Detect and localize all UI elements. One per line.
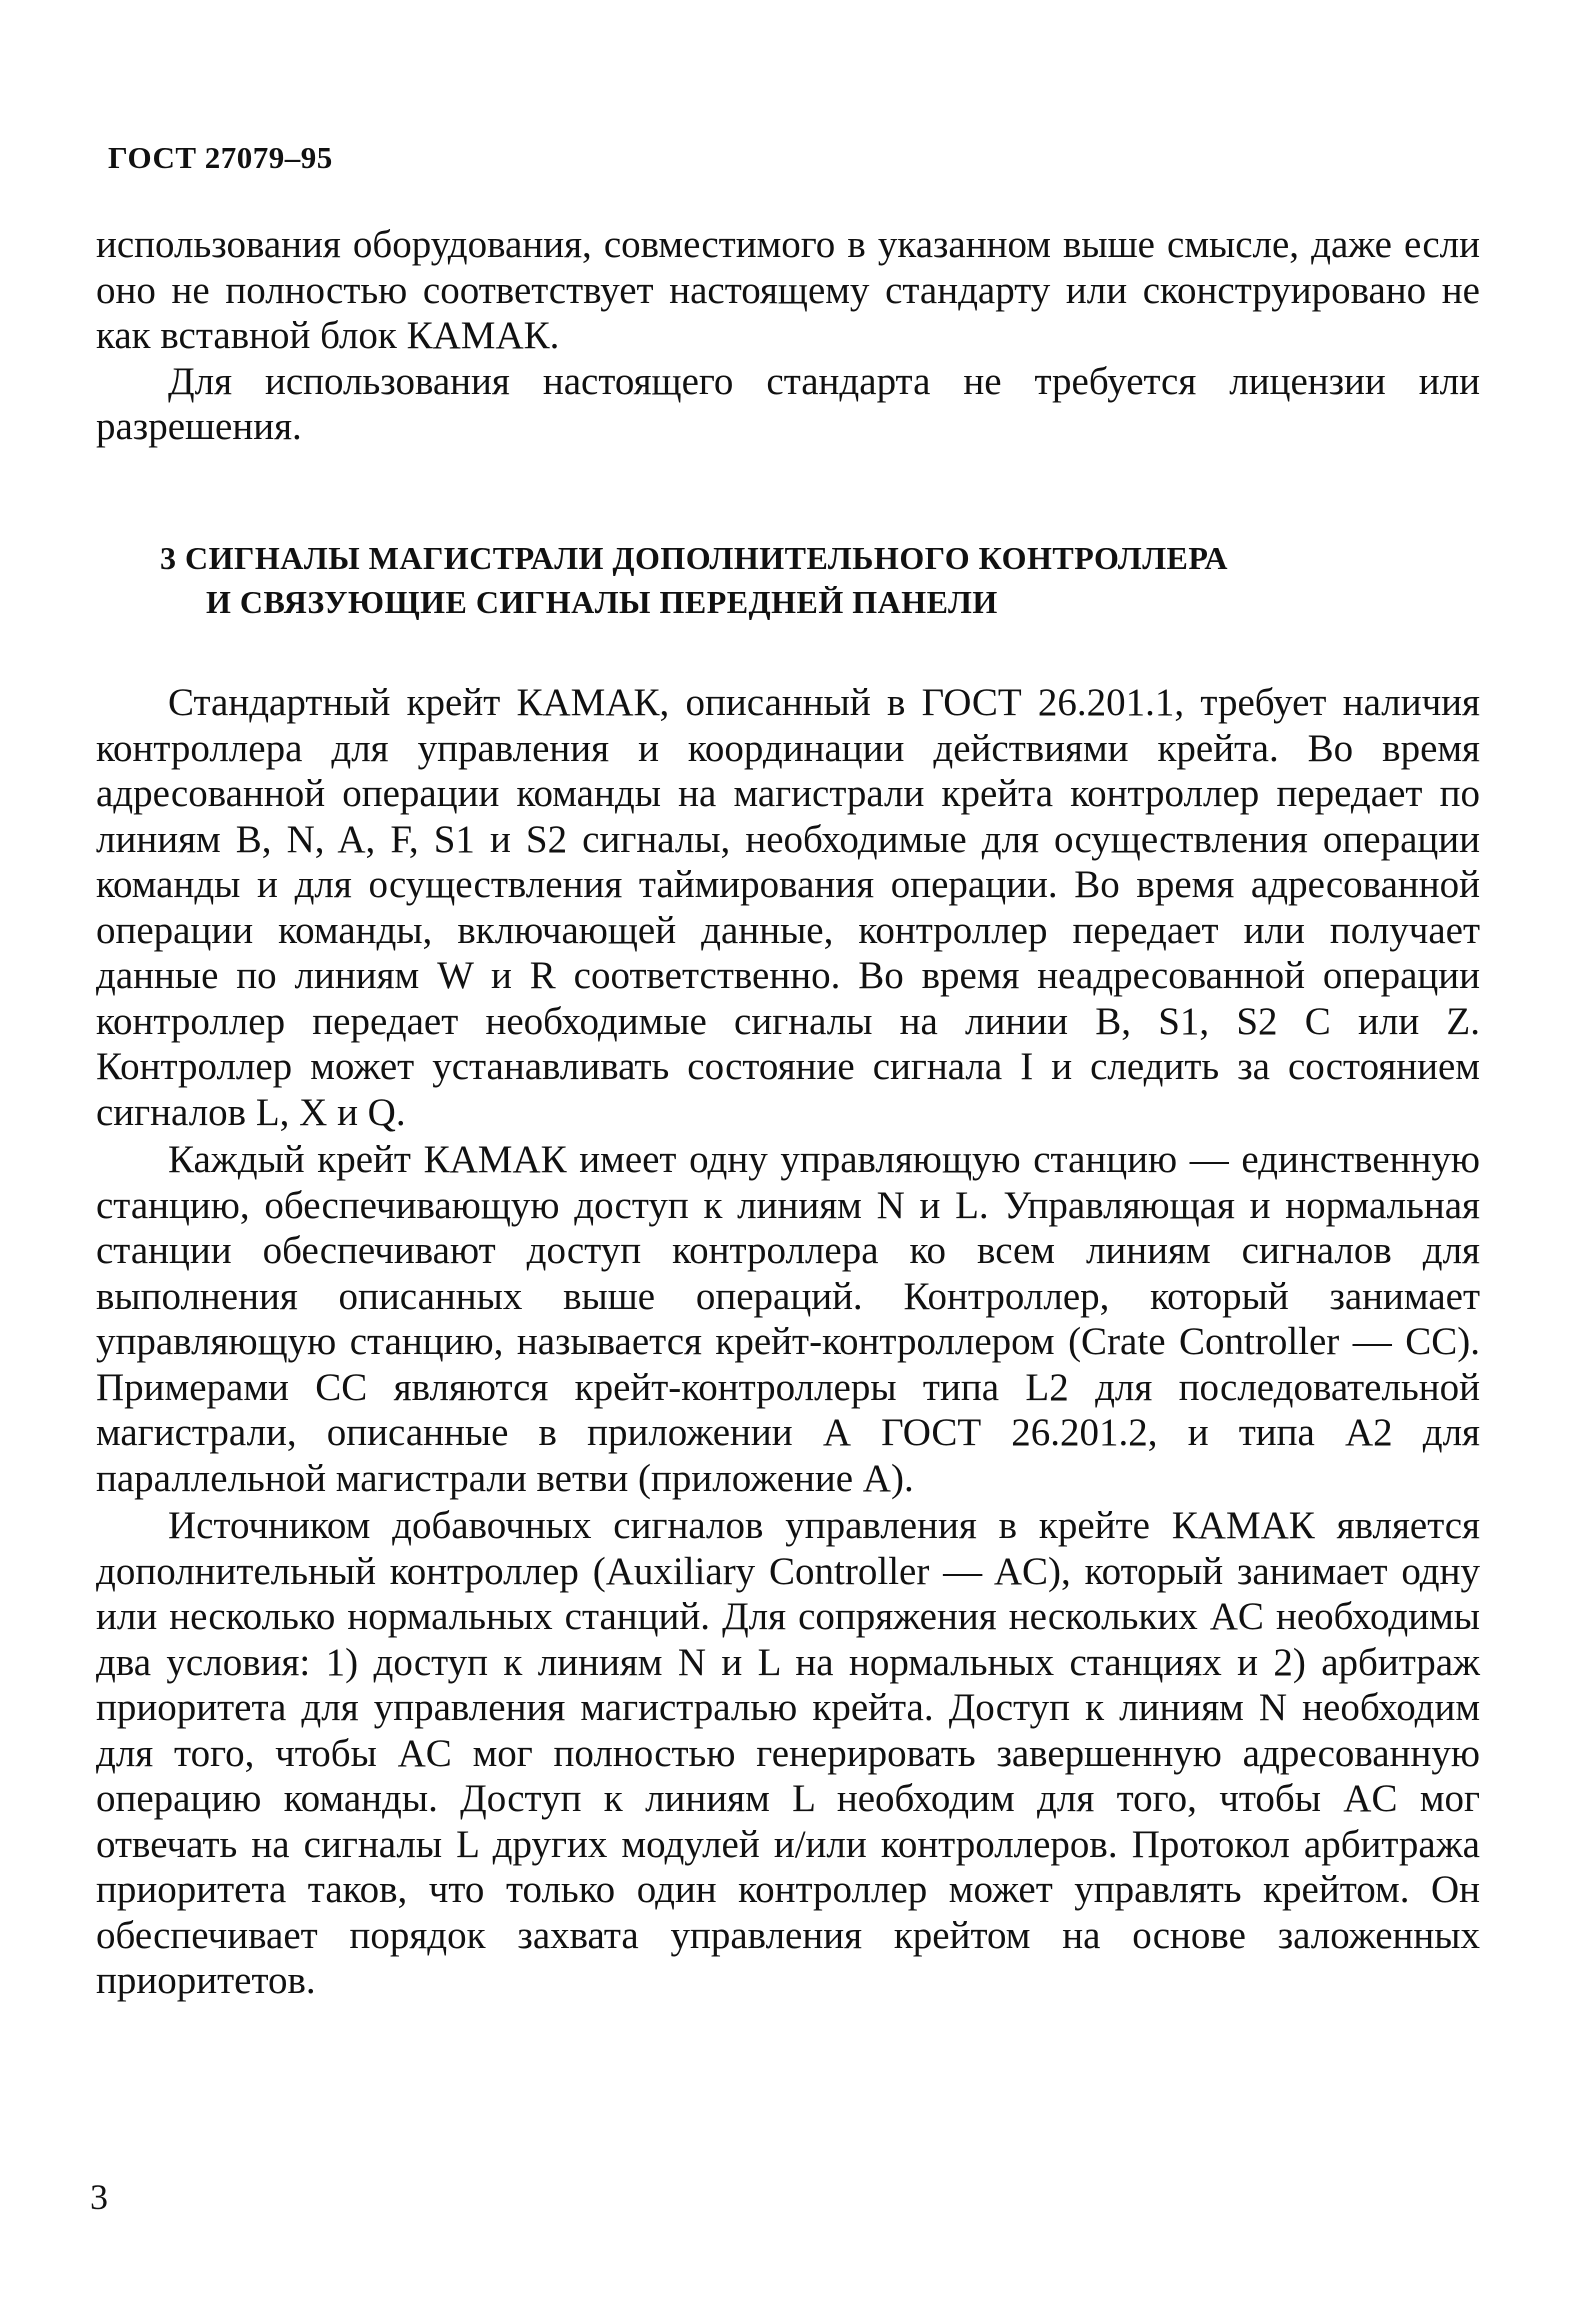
intro-paragraph-2: Для использования настоящего стандарта не требуется лицензии или разрешения.: [96, 359, 1480, 448]
section-paragraph-1: Стандартный крейт КАМАК, описанный в ГОСТ 26.201.1, требует наличия контроллера для управления и координации действиями крейта. Во время адресованной операции команды на магистрали крейта контроллер передает по линиям B, N, A, F, S1 и S2 сигналы, необходимые для осуществления операции команды и для осуществления таймирования операции. Во время адресованной операции команды, включающей данные, контроллер передает или получает данные по линиям W и R соответственно. Во время неадресованной операции контроллер передает необходимые сигналы на линии B, S1, S2 C или Z. Контроллер может устанавливать состояние сигнала I и следить за состоянием сигналов L, X и Q.: [96, 681, 1480, 1134]
intro-text: [96, 222, 1480, 450]
section-paragraph-2: Каждый крейт КАМАК имеет одну управляющую станцию — единственную станцию, обеспечивающую доступ к линиям N и L. Управляющая и нормальная станции обеспечивают доступ контроллера ко всем линиям сигналов для выполнения описанных выше операций. Контроллер, который занимает управляющую станцию, называется крейт-контроллером (Crate Controller — CC). Примерами CC являются крейт-контроллеры типа L2 для последовательной магистрали, описанные в приложении А ГОСТ 26.201.2, и типа А2 для параллельной магистрали ветви (приложение А).: [96, 1138, 1480, 1500]
section-title: [160, 536, 1400, 624]
intro-paragraph-1: использования оборудования, совместимого в указанном выше смысле, даже если оно не полностью соответствует настоящему стандарту или сконструировано не как вставной блок КАМАК.: [96, 223, 1480, 357]
document-header: ГОСТ 27079–95: [108, 140, 333, 175]
section-title-line-1: 3 СИГНАЛЫ МАГИСТРАЛИ ДОПОЛНИТЕЛЬНОГО КОНТРОЛЛЕРА: [160, 540, 1228, 576]
section-title-line-2: И СВЯЗУЮЩИЕ СИГНАЛЫ ПЕРЕДНЕЙ ПАНЕЛИ: [206, 584, 998, 620]
section-paragraph-3: Источником добавочных сигналов управления в крейте КАМАК является дополнительный контроллер (Auxiliary Controller — AC), который занимает одну или несколько нормальных станций. Для сопряжения нескольких AC необходимы два условия: 1) доступ к линиям N и L на нормальных станциях и 2) арбитраж приоритета для управления магистралью крейта. Доступ к линиям N необходим для того, чтобы AC мог полностью генерировать завершенную адресованную операцию команды. Доступ к линиям L необходим для того, чтобы AC мог отвечать на сигналы L других модулей и/или контроллеров. Протокол арбитража приоритета таков, что только один контроллер может управлять крейтом. Он обеспечивает порядок захвата управления крейтом на основе заложенных приоритетов.: [96, 1504, 1480, 2002]
page-number: 3: [90, 2177, 108, 2217]
section-body: [96, 680, 1480, 2004]
